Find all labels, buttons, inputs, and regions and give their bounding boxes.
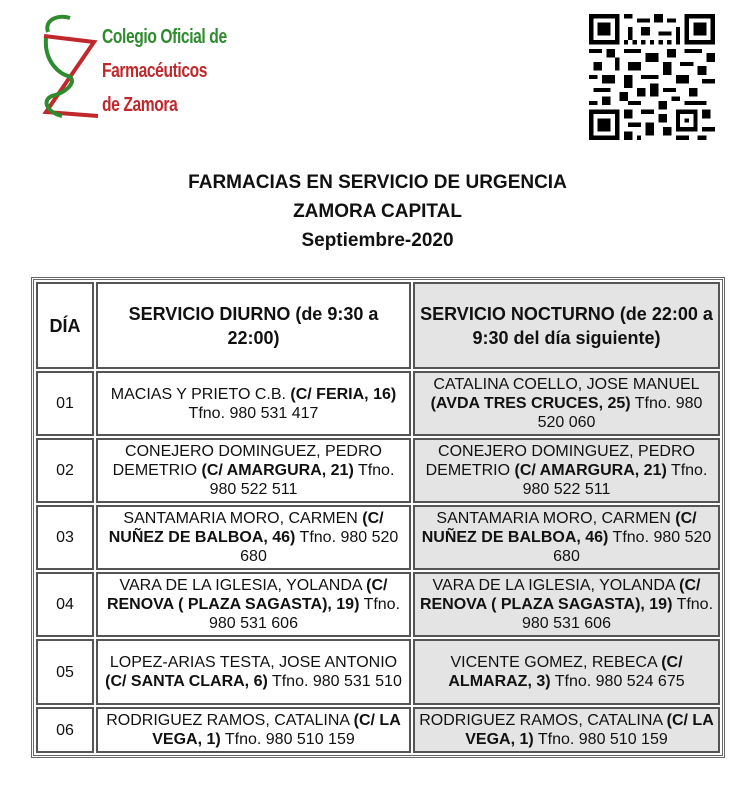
pharmacy-name: CONEJERO DOMINGUEZ, PEDRO DEMETRIO (425, 443, 695, 479)
document-titles (0, 168, 755, 255)
logo-line-3: de Zamora (102, 94, 178, 116)
pharmacy-name: MACIAS Y PRIETO C.B. (110, 385, 291, 403)
pharmacy-name: VARA DE LA IGLESIA, YOLANDA (119, 577, 367, 594)
column-header-day: DÍA (36, 282, 94, 369)
pharmacy-name: VICENTE GOMEZ, REBECA (450, 654, 662, 671)
column-header-night: SERVICIO NOCTURNO (de 22:00 a 9:30 del día siguiente) (413, 282, 720, 369)
column-header-daytime: SERVICIO DIURNO (de 9:30 a 22:00) (96, 282, 411, 369)
pharmacy-phone: Tfno. 980 510 159 (220, 731, 355, 748)
night-cell (413, 639, 720, 705)
table-header-row (36, 282, 720, 369)
daytime-cell (96, 639, 411, 705)
pharmacy-phone: Tfno. 980 522 511 (209, 462, 395, 498)
pharmacy-cup-icon (38, 12, 102, 122)
pharmacy-address: (C/ LA VEGA, 1) (152, 712, 401, 748)
title-city: ZAMORA CAPITAL (293, 201, 462, 222)
pharmacy-address: (C/ LA VEGA, 1) (465, 712, 714, 748)
table-row (36, 438, 720, 503)
daytime-cell (96, 438, 411, 503)
table-row (36, 505, 720, 570)
title-main: FARMACIAS EN SERVICIO DE URGENCIA (188, 172, 567, 193)
pharmacy-phone: Tfno. 980 522 511 (522, 462, 708, 498)
pharmacy-phone: Tfno. 980 520 060 (537, 395, 703, 431)
pharmacy-name: CATALINA COELLO, JOSE MANUEL (433, 376, 700, 393)
night-cell (413, 438, 720, 503)
night-cell (413, 505, 720, 570)
pharmacy-address: (C/ AMARGURA, 21) (514, 462, 667, 479)
qr-code (588, 14, 716, 140)
night-cell (413, 707, 720, 753)
pharmacy-name: RODRIGUEZ RAMOS, CATALINA (106, 712, 354, 729)
pharmacy-phone: Tfno. 980 531 606 (209, 596, 401, 632)
table-row (36, 371, 720, 436)
pharmacy-address: (C/ RENOVA ( PLAZA SAGASTA), 19) (106, 577, 388, 613)
pharmacy-address: (C/ FERIA, 16) (290, 385, 397, 403)
pharmacy-schedule-table (31, 277, 725, 758)
pharmacy-phone: Tfno. 980 531 510 (267, 673, 402, 690)
pharmacy-name: RODRIGUEZ RAMOS, CATALINA (419, 712, 667, 729)
daytime-cell (96, 505, 411, 570)
daytime-cell (96, 572, 411, 637)
night-cell (413, 572, 720, 637)
pharmacy-address: (AVDA TRES CRUCES, 25) (430, 395, 631, 412)
pharmacy-address: (C/ NUÑEZ DE BALBOA, 46) (108, 510, 384, 546)
day-cell: 02 (36, 438, 94, 503)
title-month: Septiembre-2020 (301, 230, 454, 251)
pharmacy-phone: Tfno. 980 531 606 (522, 596, 714, 632)
logo-line-1: Colegio Oficial de (102, 26, 227, 48)
pharmacy-phone: Tfno. 980 510 159 (533, 731, 668, 748)
night-cell (413, 371, 720, 436)
pharmacy-phone: Tfno. 980 520 680 (240, 529, 399, 565)
pharmacy-address: (C/ SANTA CLARA, 6) (105, 673, 268, 690)
pharmacy-phone: Tfno. 980 531 417 (188, 404, 319, 422)
day-cell: 05 (36, 639, 94, 705)
qr-code-icon (588, 14, 716, 140)
table-row (36, 572, 720, 637)
college-logo (38, 12, 238, 122)
pharmacy-name: CONEJERO DOMINGUEZ, PEDRO DEMETRIO (112, 443, 382, 479)
day-cell: 06 (36, 707, 94, 753)
day-cell: 01 (36, 371, 94, 436)
pharmacy-address: (C/ NUÑEZ DE BALBOA, 46) (421, 510, 697, 546)
pharmacy-name: SANTAMARIA MORO, CARMEN (436, 510, 676, 527)
logo-text (102, 20, 227, 122)
pharmacy-address: (C/ AMARGURA, 21) (201, 462, 354, 479)
pharmacy-name: LOPEZ-ARIAS TESTA, JOSE ANTONIO (109, 654, 398, 671)
pharmacy-phone: Tfno. 980 520 680 (553, 529, 712, 565)
pharmacy-name: SANTAMARIA MORO, CARMEN (123, 510, 363, 527)
daytime-cell (96, 371, 411, 436)
day-cell: 03 (36, 505, 94, 570)
pharmacy-address: (C/ ALMARAZ, 3) (448, 654, 683, 690)
table-row (36, 707, 720, 753)
daytime-cell (96, 707, 411, 753)
table-row (36, 639, 720, 705)
day-cell: 04 (36, 572, 94, 637)
pharmacy-address: (C/ RENOVA ( PLAZA SAGASTA), 19) (419, 577, 701, 613)
pharmacy-phone: Tfno. 980 524 675 (550, 673, 685, 690)
pharmacy-name: VARA DE LA IGLESIA, YOLANDA (432, 577, 680, 594)
logo-line-2: Farmacéuticos (102, 60, 208, 82)
